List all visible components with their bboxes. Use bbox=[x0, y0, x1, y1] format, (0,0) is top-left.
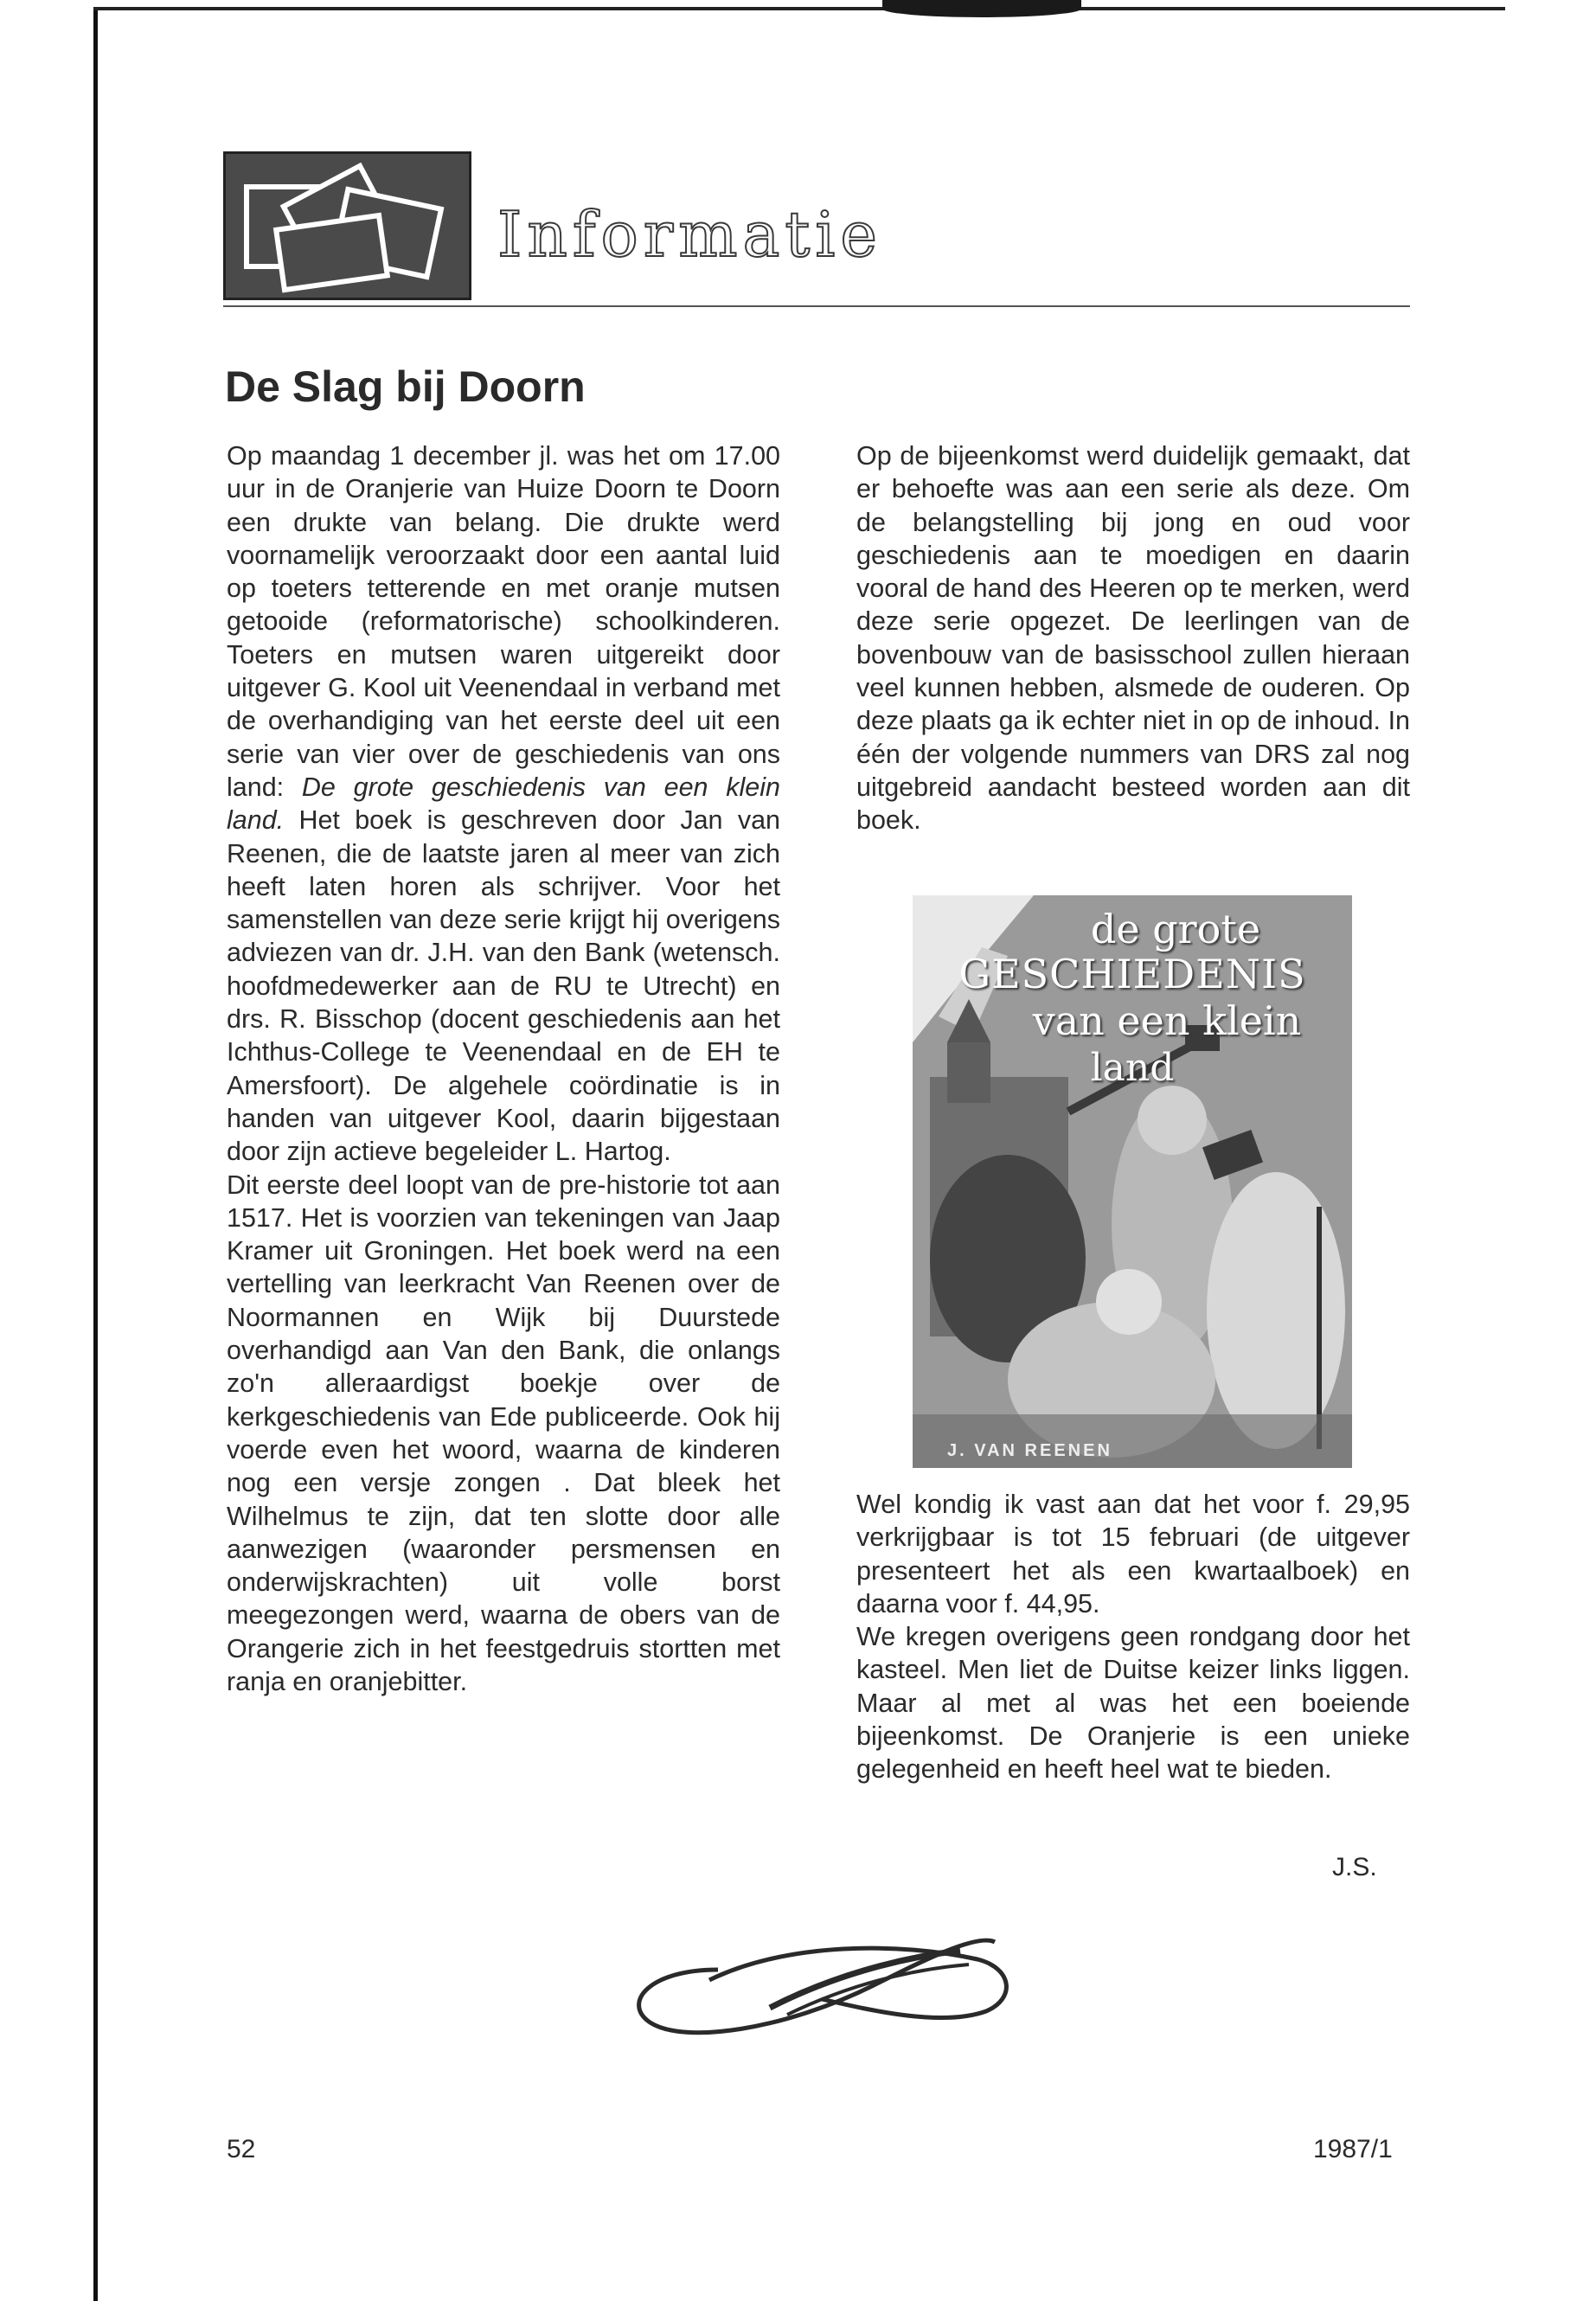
cover-author: J. VAN REENEN bbox=[947, 1441, 1112, 1460]
right-paragraph-1: Op de bijeenkomst werd duidelijk gemaakt, dat er behoefte was aan een serie als deze. Om de belangstelling bij jong en oud voor geschiedenis aan te moedigen en daarin vooral de hand des Heeren op te merken, werd deze serie opgezet. De leerlingen van de bovenbouw van de basisschool zullen hieraan veel kunnen hebben, alsmede de ouderen. Op deze plaats ga ik echter niet in op de inhoud. In één der volgende nummers van DRS zal nog uitgebreid aandacht besteed worden aan dit boek. bbox=[856, 441, 1410, 836]
section-logo bbox=[223, 151, 471, 300]
flourish-ornament bbox=[614, 1925, 1021, 2054]
header-rule bbox=[223, 305, 1410, 307]
author-signature: J.S. bbox=[1332, 1853, 1377, 1881]
book-cover-image bbox=[913, 895, 1352, 1468]
issue-number: 1987/1 bbox=[1313, 2135, 1393, 2163]
page-number: 52 bbox=[227, 2135, 256, 2163]
article-left-column bbox=[227, 439, 780, 1698]
left-paragraph-2: Dit eerste deel loopt van de pre-historie tot aan 1517. Het is voorzien van tekeningen van Jaap Kramer uit Groningen. Het boek werd na een vertelling van leerkracht Van Reenen over de Noormannen en Wijk bij Duurstede overhandigd aan Van den Bank, die onlangs zo'n alleraardigst boekje over de kerkgeschiedenis van Ede publiceerde. Ook hij voerde even het woord, waarna de kinderen nog een versje zongen . Dat bleek het Wilhelmus te zijn, dat ten slotte door alle aanwezigen (waaronder persmensen en onderwijskrachten) uit volle borst meegezongen werd, waarna de obers van de Orangerie zich in het feestgedruis stortten met ranja en oranjebitter. bbox=[227, 1170, 780, 1696]
section-title: Informatie bbox=[497, 198, 882, 271]
article-headline: De Slag bij Doorn bbox=[225, 362, 586, 411]
cover-title-line-1: de grote bbox=[1090, 906, 1261, 952]
page-edge-tab bbox=[882, 0, 1081, 17]
article-right-column-top bbox=[856, 439, 1410, 837]
right-paragraph-3: We kregen overigens geen rondgang door het kasteel. Men liet de Duitse keizer links liggen. Maar al met al was het een boeiende bijeenkomst. De Oranjerie is een unieke gelegenheid en heeft heel wat te bieden. bbox=[856, 1622, 1410, 1785]
page-edge-left bbox=[93, 7, 98, 2301]
book-title-italic: De grote geschiedenis van een klein land. bbox=[227, 772, 780, 836]
right-paragraph-2: Wel kondig ik vast aan dat het voor f. 29,95 verkrijgbaar is tot 15 februari (de uitgever presenteert het als een kwartaalboek) en daarna voor f. 44,95. bbox=[856, 1490, 1410, 1618]
stacked-cards-icon bbox=[226, 154, 469, 298]
cover-title-line-3: van een klein bbox=[1032, 997, 1302, 1044]
cover-title-line-2: GESCHIEDENIS bbox=[958, 951, 1306, 997]
page-edge-top bbox=[93, 7, 1505, 10]
left-paragraph-1: Op maandag 1 december jl. was het om 17.00 uur in de Oranjerie van Huize Doorn te Doorn een drukte van belang. Die drukte werd voornamelijk veroorzaakt door een aantal luid op toeters tetterende en met oranje mutsen getooide (reformatorische) schoolkinderen. Toeters en mutsen waren uitgereikt door uitgever G. Kool uit Veenendaal in verband met de overhandiging van het eerste deel uit een serie van vier over de geschiedenis van ons land: De grote geschiedenis van een klein land. Het boek is geschreven door Jan van Reenen, die de laatste jaren al meer van zich heeft laten horen als schrijver. Voor het samenstellen van deze serie krijgt hij overigens adviezen van dr. J.H. van den Bank (wetensch. hoofdmedewerker aan de RU te Utrecht) en drs. R. Bisschop (docent geschiedenis aan het Ichthus-College te Veenendaal en de EH te Amersfoort). De algehele coördinatie is in handen van uitgever Kool, daarin bijgestaan door zijn actieve begeleider L. Hartog. bbox=[227, 441, 780, 1167]
cover-title-line-4: land bbox=[1090, 1046, 1175, 1090]
article-right-column-bottom bbox=[856, 1488, 1410, 1786]
